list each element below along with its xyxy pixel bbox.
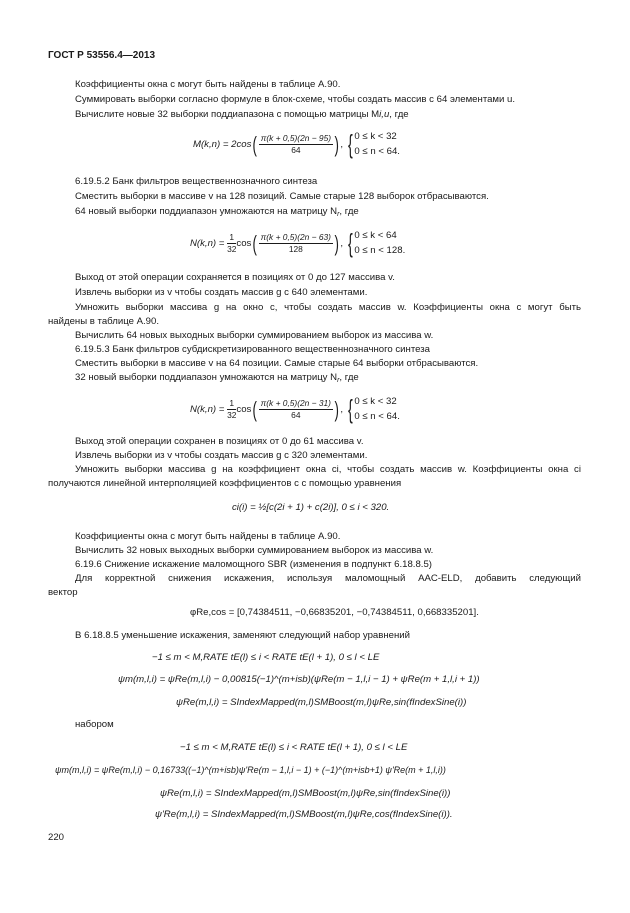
page-number: 220: [48, 832, 65, 843]
formula-numerator: π(k + 0,5)(2n − 95): [260, 133, 332, 144]
text-line: Сместить выборки в массиве v на 128 позиций. Самые старые 128 выборок отбрасываются.: [75, 191, 489, 202]
text-line: Вычислите новые 32 выборки поддиапазона с помощью матрицы Mi,u, где: [75, 109, 409, 120]
section-heading: 6.19.6 Снижение искажение маломощного SBR (изменения в подпункт 6.18.8.5): [75, 559, 432, 570]
text-line: Извлечь выборки из v чтобы создать массив g с 320 элементами.: [75, 450, 368, 461]
text-line: Суммировать выборки согласно формуле в блок-схеме, чтобы создать массив с 64 элементами u.: [75, 94, 516, 105]
section-heading: 6.19.5.3 Банк фильтров субдискретизированного вещественнозначного синтеза: [75, 344, 430, 355]
formula-n2: N(k,n) = $\frac{1}{32}$ cos( $\frac{\pi(k + 0,5)(2n - 31)}{64}$ ), { 0 ≤ k < 32 0 ≤ n < 64.: [190, 394, 400, 424]
text-line: Коэффициенты окна c могут быть найдены в таблице А.90.: [75, 79, 341, 90]
text-line: Умножить выборки массива g на коэффициент окна ci, чтобы создать массив w. Коэффициенты окна ci: [75, 464, 581, 475]
formula-eq3: ψRe(m,l,i) = SIndexMapped(m,l)SMBoost(m,l)ψRe,sin(fIndexSine(i)): [176, 697, 467, 708]
matrix-var: ,u: [381, 109, 390, 120]
text-line: Умножить выборки массива g на окно c, чтобы создать массив w. Коэффициенты окна c могут быть: [75, 302, 581, 313]
formula-phi: φRe,cos = [0,74384511, −0,66835201, −0,74384511, 0,668335201].: [190, 607, 479, 618]
text-line: Вычислить 32 новых выходных выборки суммированием выборок из массива w.: [75, 545, 434, 556]
formula-eq1: −1 ≤ m < M,RATE tE(l) ≤ i < RATE tE(l + 1), 0 ≤ l < LE: [152, 652, 380, 663]
text-line: В 6.18.8.5 уменьшение искажения, заменяют следующий набор уравнений: [75, 630, 411, 641]
text-line: Выход этой операции сохранен в позициях от 0 до 61 массива v.: [75, 436, 364, 447]
formula-lhs: M(k,n) = 2cos: [193, 138, 252, 150]
section-heading: 6.19.5.2 Банк фильтров вещественнозначного синтеза: [75, 176, 318, 187]
formula-eq2: ψm(m,l,i) = ψRe(m,l,i) − 0,00815(−1)^(m+isb)(ψRe(m − 1,l,i − 1) + ψRe(m + 1,l,i + 1)): [118, 674, 480, 685]
formula-m: M(k,n) = 2cos( $\frac{\pi(k + 0,5)(2n - 95)}{64}$ ), { 0 ≤ k < 32 0 ≤ n < 64.: [193, 129, 400, 159]
text-line: 64 новый выборки поддиапазон умножаются на матрицу $N_r$, где: [75, 206, 359, 218]
text-line: 32 новый выборки поддиапазон умножаются на матрицу $N_r$, где: [75, 372, 359, 384]
formula-eq5: ψm(m,l,i) = ψRe(m,l,i) − 0,16733((−1)^(m+isb)ψ'Re(m − 1,l,i − 1) + (−1)^(m+isb+1) ψ'Re(m + 1,l,i)): [55, 765, 446, 775]
matrix-subscript: i: [379, 109, 382, 120]
text-line: Вычислить 64 новых выходных выборки суммированием выборок из массива w.: [75, 330, 434, 341]
formula-eq6: ψRe(m,l,i) = SIndexMapped(m,l)SMBoost(m,l)ψRe,sin(fIndexSine(i)): [160, 788, 451, 799]
text-line: Сместить выборки в массиве v на 64 позиции. Самые старые 64 выборки отбрасываются.: [75, 358, 479, 369]
text-line: найдены в таблице А.90.: [48, 316, 159, 327]
text-line: вектор: [48, 587, 78, 598]
formula-eq4: −1 ≤ m < M,RATE tE(l) ≤ i < RATE tE(l + 1), 0 ≤ l < LE: [180, 742, 408, 753]
condition: 0 ≤ k < 32: [354, 131, 397, 143]
formula-denominator: 64: [291, 144, 301, 155]
text-line: Извлечь выборки из v чтобы создать массив g с 640 элементами.: [75, 287, 368, 298]
standard-header: ГОСТ Р 53556.4—2013: [48, 50, 156, 61]
text-line: Коэффициенты окна c могут быть найдены в таблице А.90.: [75, 531, 341, 542]
text-line: получаются линейной интерполяцией коэффициентов c с помощью уравнения: [48, 478, 402, 489]
text-line: Для корректной снижения искажения, используя маломощный AAC-ELD, добавить следующий: [75, 573, 581, 584]
text-line: набором: [75, 719, 114, 730]
formula-eq7: ψ'Re(m,l,i) = SIndexMapped(m,l)SMBoost(m,l)ψRe,cos(fIndexSine(i)).: [155, 809, 453, 820]
condition: 0 ≤ n < 64: [354, 146, 398, 158]
formula-n1: N(k,n) = $\frac{1}{32}$ cos( $\frac{\pi(k + 0,5)(2n - 63)}{128}$ ), { 0 ≤ k < 64 0 ≤ n < 128.: [190, 228, 406, 258]
formula-ci: ci(i) = ½[c(2i + 1) + c(2i)], 0 ≤ i < 320.: [232, 502, 390, 513]
text-line: Выход от этой операции сохраняется в позициях от 0 до 127 массива v.: [75, 272, 395, 283]
